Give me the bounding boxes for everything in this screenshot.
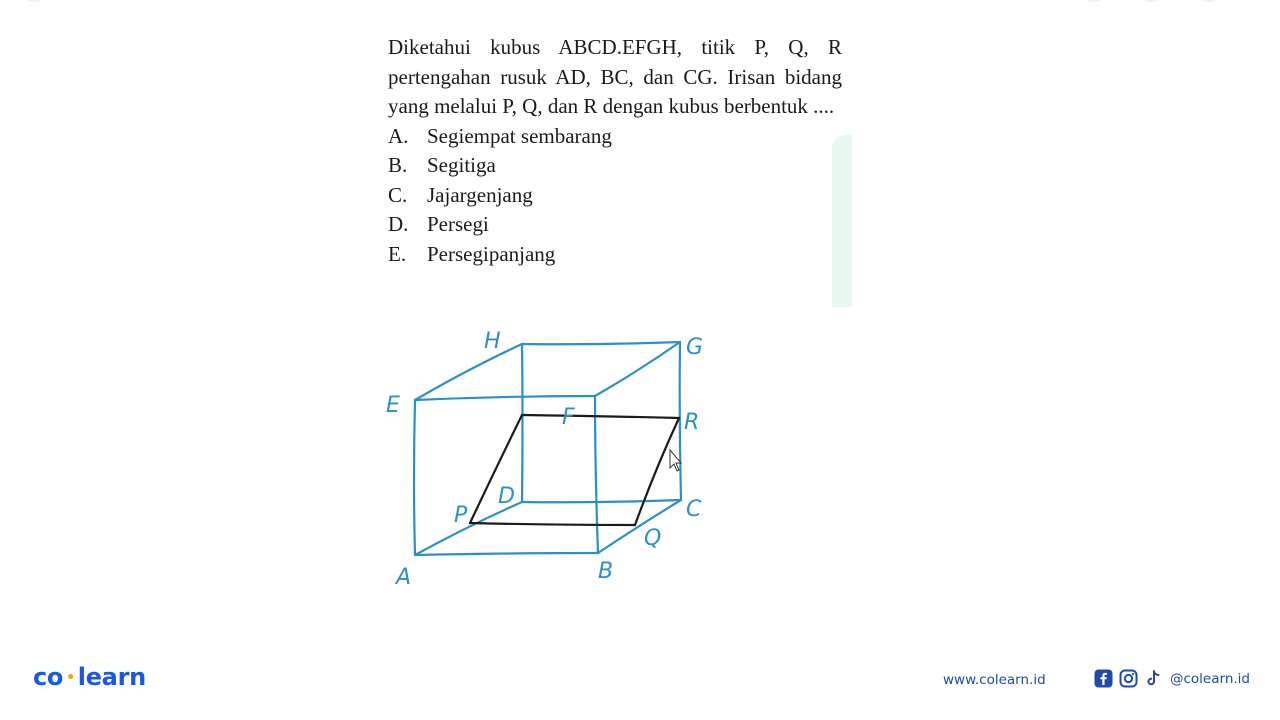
label-r: R	[684, 410, 700, 435]
option-letter: B.	[388, 153, 408, 177]
label-f: F	[562, 405, 575, 430]
edge-gc	[680, 342, 681, 500]
side-panel-edge	[832, 135, 852, 307]
section-rs	[522, 415, 679, 418]
option-letter: C.	[388, 182, 408, 207]
edge-fg	[595, 342, 680, 396]
answer-options	[388, 122, 842, 270]
question-text: Diketahui kubus ABCD.EFGH, titik P, Q, R pertengahan rusuk AD, BC, dan CG. Irisan bidang yang melalui P, Q, dan R dengan kubus berbentuk ....	[388, 35, 842, 118]
label-h: H	[484, 329, 501, 354]
label-c: C	[686, 497, 702, 522]
label-g: G	[686, 335, 704, 360]
brand-dot: •	[66, 670, 75, 686]
option-text: Persegi	[427, 212, 489, 236]
label-b: B	[598, 559, 614, 584]
option-e	[388, 240, 842, 270]
brand-part-right: learn	[77, 663, 146, 691]
option-text: Segitiga	[427, 153, 496, 177]
label-d: D	[498, 484, 515, 509]
website-url[interactable]: www.colearn.id	[943, 672, 1046, 688]
brand-part-left: co	[33, 663, 64, 691]
edge-dh	[522, 344, 523, 502]
option-a	[388, 122, 842, 152]
section-pq	[470, 523, 635, 525]
edge-ea	[415, 344, 522, 400]
edge-ab	[415, 553, 598, 555]
edge-bf	[595, 396, 598, 553]
option-letter: E.	[388, 241, 407, 266]
label-e: E	[386, 393, 400, 418]
option-text: Segiempat sembarang	[427, 123, 612, 148]
label-a: A	[396, 565, 412, 590]
edge-bc	[598, 500, 681, 553]
edge-dc	[522, 500, 681, 502]
colearn-logo	[33, 663, 146, 691]
facebook-icon[interactable]	[1094, 669, 1113, 688]
label-q: Q	[644, 526, 662, 551]
social-handle[interactable]: @colearn.id	[1170, 670, 1250, 687]
social-links	[1094, 669, 1250, 688]
edge-hg	[522, 342, 680, 344]
instagram-icon[interactable]	[1119, 669, 1138, 688]
section-qr	[635, 418, 679, 525]
edge-ae	[414, 400, 415, 555]
option-b	[388, 151, 842, 181]
label-p: P	[454, 503, 468, 528]
edge-ad	[415, 502, 522, 555]
option-letter: D.	[388, 212, 409, 236]
cube-sketch	[370, 320, 750, 595]
edge-ef	[415, 396, 595, 400]
option-d	[388, 210, 842, 240]
option-letter: A.	[388, 123, 409, 148]
question-block	[388, 33, 842, 269]
option-text: Persegipanjang	[427, 241, 556, 266]
tiktok-icon[interactable]	[1144, 669, 1163, 688]
option-text: Jajargenjang	[427, 182, 533, 207]
option-c	[388, 181, 842, 211]
